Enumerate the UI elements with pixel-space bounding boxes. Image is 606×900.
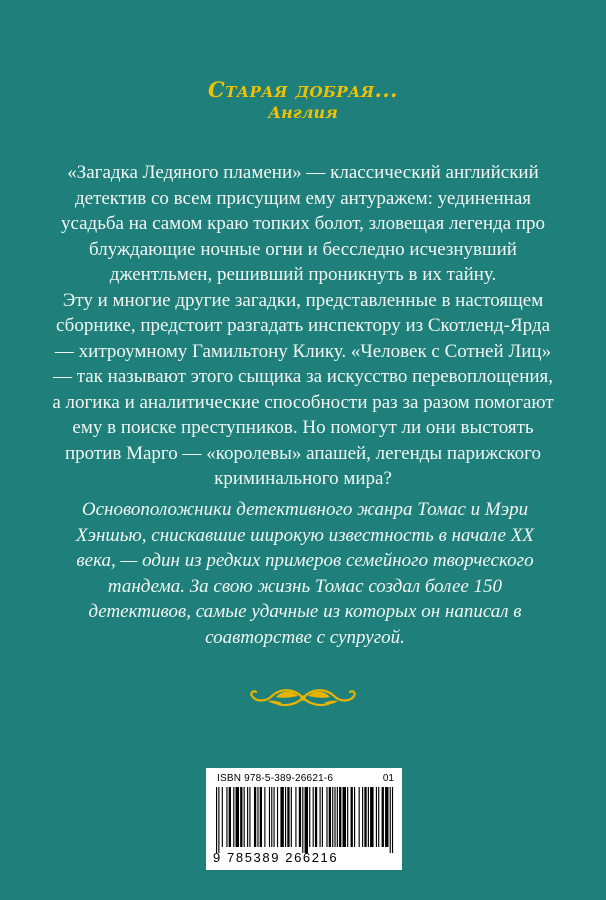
barcode-bars [212, 787, 396, 853]
golden-leaf-ornament-icon [246, 684, 360, 710]
barcode-bar [337, 787, 338, 847]
barcode-bar [233, 787, 234, 847]
barcode-bar [249, 787, 250, 847]
barcode-bar [370, 787, 373, 847]
barcode-bar [351, 787, 353, 847]
barcode-bar [339, 787, 341, 847]
barcode-bar [287, 787, 289, 847]
barcode-bar [392, 787, 393, 853]
series-subtitle: Англия [268, 103, 338, 122]
barcode-bar [285, 787, 286, 847]
barcode-bar [376, 787, 377, 847]
barcode-bar [359, 787, 360, 847]
isbn-label: ISBN 978-5-389-26621-6 [217, 773, 334, 784]
blurb-paragraph-2: Эту и многие другие загадки, представленные в настоящем сборнике, предстоит разгадать инспектору из Скотленд-Ярда — хитроумному Гамильтону Клику. «Человек с Сотней Лиц» — так называют этого сыщика за искусство перевоплощения, а логика и аналитические способности раз за разом помогают ему в поиске преступников. Но помогут ли они выстоять против Марго — «королевы» апашей, легенды парижского криминального мира? [52, 289, 554, 489]
barcode-bar [343, 787, 346, 847]
barcode-bar [264, 787, 265, 847]
barcode-bar [309, 787, 310, 847]
barcode-bar [329, 787, 331, 847]
barcode-bar [322, 787, 323, 847]
barcode-bar [313, 787, 314, 847]
barcode-bar [229, 787, 231, 847]
barcode-bar [385, 787, 388, 847]
barcode-bar [326, 787, 327, 847]
barcode-bar [271, 787, 272, 847]
barcode-bar [269, 787, 270, 847]
barcode-bar [354, 787, 355, 847]
barcode-bar [226, 787, 227, 847]
barcode-bar [277, 787, 278, 847]
barcode-bar [274, 787, 275, 847]
barcode-bar [347, 787, 348, 847]
barcode-bar [362, 787, 363, 847]
barcode-bar [332, 787, 333, 847]
barcode-digits: 9 785389 266216 [213, 850, 339, 865]
barcode-bar [260, 787, 262, 847]
barcode-bar [320, 787, 321, 847]
barcode-bar [334, 787, 335, 847]
isbn-barcode [206, 768, 402, 870]
barcode-bar [390, 787, 391, 853]
barcode-bar [216, 787, 217, 853]
blurb-paragraph-1: «Загадка Ледяного пламени» — классический английский детектив со всем присущим ему антуражем: уединенная усадьба на самом краю топких болот, зловещая легенда про блуждающие ночные огни и бесследно исчезнувший джентльмен, решивший проникнуть в их тайну. [60, 162, 546, 285]
barcode-bar [240, 787, 242, 847]
series-heading [0, 78, 606, 124]
barcode-bar [315, 787, 317, 847]
barcode-bar [236, 787, 239, 847]
barcode-bar [254, 787, 256, 847]
barcode-bar [364, 787, 366, 847]
book-blurb [48, 160, 558, 492]
barcode-bar [305, 787, 308, 853]
barcode-bar [222, 787, 223, 847]
barcode-bar [218, 787, 219, 853]
authors-note: Основоположники детективного жанра Томас и Мэри Хэншью, снискавшие широкую известность в начале XX века, — один из редких примеров семейного творческого тандема. За свою жизнь Томас создал более 150 детективов, самые удачные из которых он написал в соавторстве с супругой. [76, 499, 534, 648]
barcode-bar [244, 787, 245, 847]
barcode-bar [257, 787, 258, 847]
barcode-bar [299, 787, 301, 847]
isbn-addon: 01 [382, 773, 394, 784]
barcode-bar [295, 787, 296, 847]
barcode-bar [368, 787, 369, 847]
barcode-bar [378, 787, 379, 847]
barcode-bar [302, 787, 303, 853]
barcode-bar [291, 787, 292, 847]
barcode-bar [382, 787, 384, 847]
series-title: Старая добрая... [207, 77, 398, 102]
barcode-bar [280, 787, 283, 847]
barcode-bar [247, 787, 248, 847]
